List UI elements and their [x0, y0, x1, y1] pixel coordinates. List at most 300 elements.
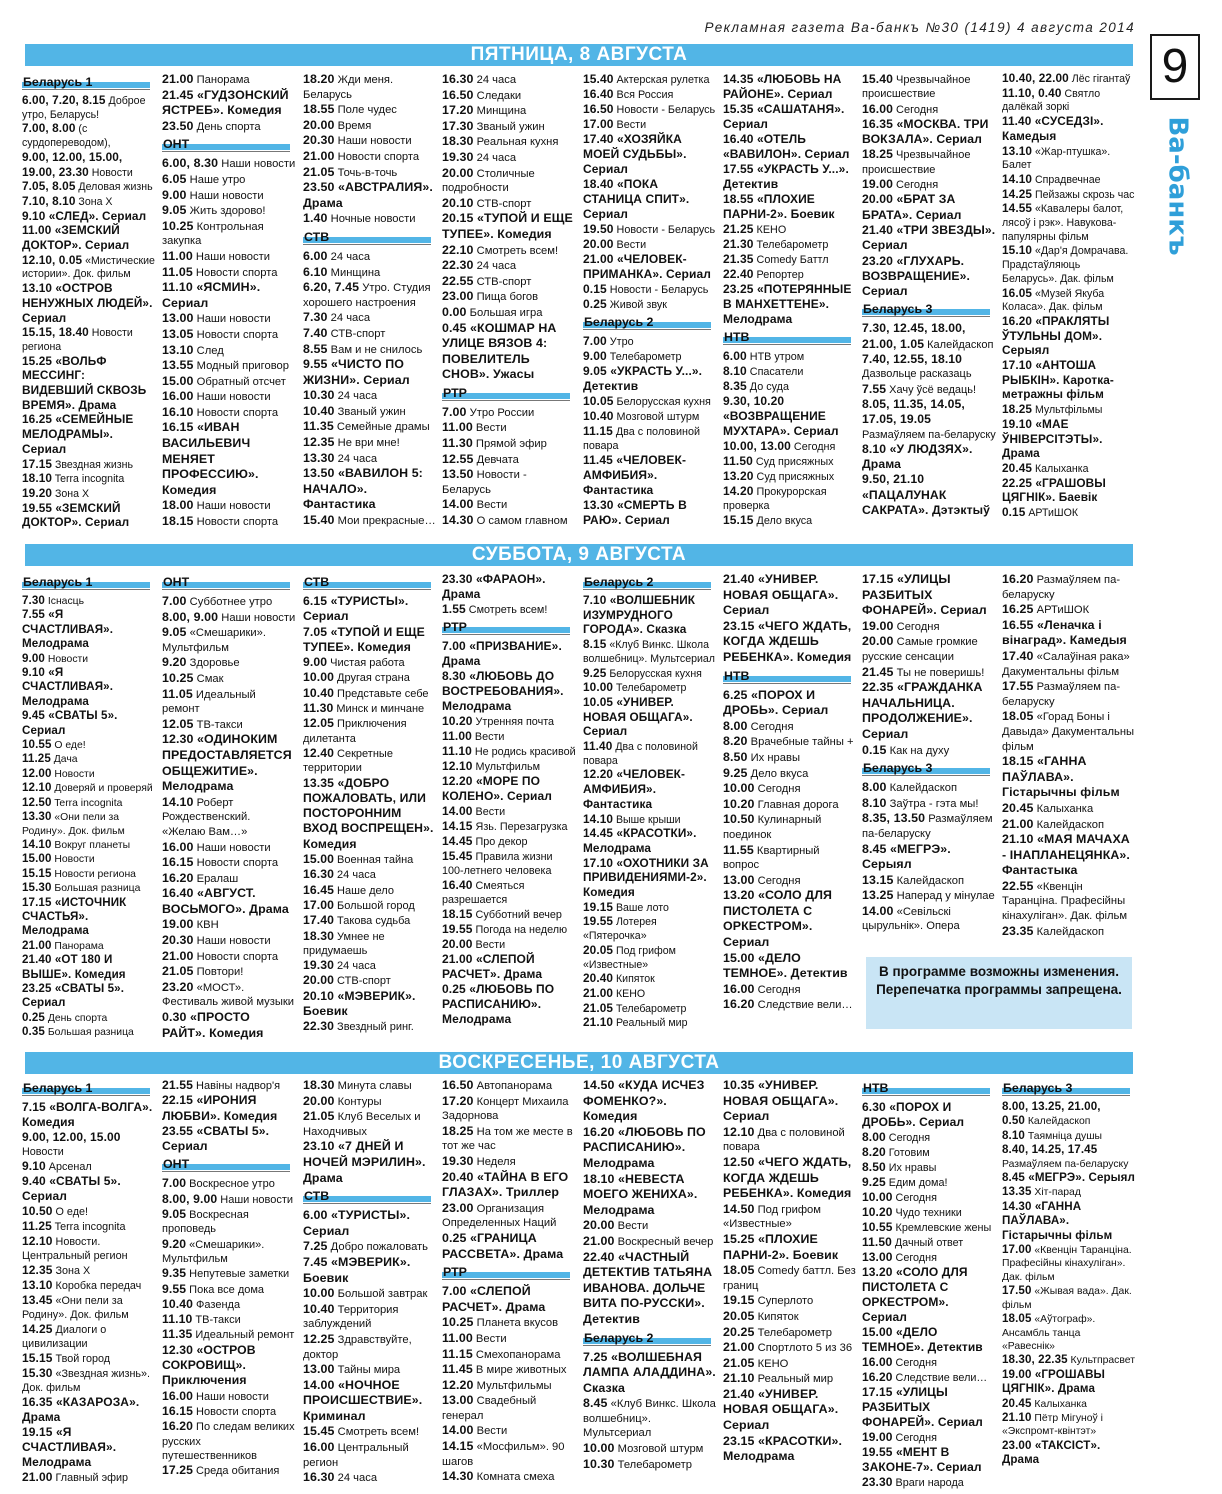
- program-time-title: 16.35 «МОСКВА. ТРИ ВОКЗАЛА». Сериал: [862, 116, 989, 147]
- program-entry: [303, 211, 437, 227]
- schedule-column: [1002, 572, 1136, 939]
- program-time-title: 15.25 «ВОЛЬФ МЕССИНГ: ВИДЕВШИЙ СКВОЗЬ ВРЕМЯ». Драма: [22, 353, 147, 412]
- program-description: Их нравы: [885, 1162, 937, 1174]
- program-time-title: 9.05: [162, 625, 187, 640]
- program-entry: [862, 1100, 996, 1130]
- program-entry: [303, 1255, 437, 1286]
- program-time-title: 9.45 «СВАТЫ 5». Сериал: [22, 709, 118, 737]
- program-time-title: 17.10 «АНТОША РЫБКІН». Каротка-метражны фільм: [1002, 358, 1114, 402]
- program-entry: [303, 451, 437, 467]
- program-entry: [862, 352, 996, 382]
- program-description: Комната смеха: [473, 1471, 555, 1484]
- program-time-title: 15.30: [22, 881, 52, 895]
- program-entry: [862, 102, 996, 117]
- program-entry: [442, 1469, 576, 1485]
- program-entry: [723, 1125, 857, 1155]
- program-entry: [22, 413, 156, 457]
- program-description: Панорама: [193, 74, 250, 86]
- program-description: Новости. Центральный регион: [22, 1236, 128, 1262]
- program-time-title: 14.10: [22, 837, 52, 851]
- program-time-title: 19.55: [583, 914, 614, 929]
- program-entry: [442, 305, 576, 321]
- program-entry: [723, 237, 857, 252]
- program-entry: [583, 349, 717, 364]
- program-time-title: 8.05, 11.35, 14.05, 17.05, 19.05: [862, 396, 965, 427]
- program-time-title: 16.00: [303, 1440, 335, 1455]
- program-description: Враги народа: [892, 1477, 964, 1489]
- program-entry: [1002, 1129, 1136, 1143]
- program-time-title: 7.00: [442, 404, 467, 419]
- channel-header: [303, 230, 437, 245]
- program-description: «Музей Якуба Коласа». Дак. фільм: [1002, 287, 1105, 314]
- program-entry: [723, 982, 857, 998]
- program-entry: [303, 913, 437, 928]
- program-time-title: 6.25 «ПОРОХ И ДРОБЬ». Сериал: [723, 687, 829, 718]
- program-entry: [303, 625, 437, 656]
- program-time-title: 9.20: [162, 655, 187, 670]
- program-entry: [162, 886, 296, 917]
- program-entry: [583, 364, 717, 394]
- program-description: Суд присяжных: [753, 471, 835, 483]
- program-entry: [162, 594, 296, 610]
- program-description: «Клуб Винкс. Школа волшебниц». Мультсериал: [583, 1398, 716, 1440]
- program-time-title: 16.50: [583, 102, 614, 116]
- program-time-title: 19.55 «ЗЕМСКИЙ ДОКТОР». Сериал: [22, 500, 130, 530]
- program-description: Вести: [473, 1425, 508, 1438]
- program-description: Доверяй и проверяй: [51, 783, 153, 795]
- program-description: Организация Определенных Наций: [442, 1202, 557, 1230]
- program-time-title: 15.45: [303, 1424, 335, 1439]
- program-time-title: 1.55: [442, 602, 466, 616]
- program-entry: [162, 420, 296, 498]
- program-description: Концерт Михаила Задорнова: [442, 1095, 569, 1123]
- program-description: Дело вкуса: [753, 515, 813, 527]
- program-entry: [442, 1362, 576, 1378]
- program-entry: [162, 156, 296, 172]
- program-time-title: 7.40: [303, 325, 328, 340]
- program-time-title: 13.20: [723, 469, 754, 483]
- program-entry: [1002, 879, 1136, 924]
- program-time-title: 0.25 «ГРАНИЦА РАССВЕТА». Драма: [442, 1230, 564, 1261]
- program-time-title: 13.30: [22, 810, 52, 824]
- program-time-title: 12.10, 0.05: [22, 252, 83, 267]
- program-entry: [162, 1207, 296, 1237]
- program-entry: [583, 813, 717, 828]
- program-time-title: 20.15 «ТУПОЙ И ЕЩЕ ТУПЕЕ». Комедия: [442, 211, 573, 241]
- program-entry: [723, 1356, 857, 1372]
- program-time-title: 14.10: [162, 794, 194, 809]
- program-time-title: 6.00: [303, 248, 328, 263]
- program-time-title: 16.50: [442, 1078, 474, 1092]
- program-description: Здравствуйте, доктор: [303, 1333, 412, 1361]
- program-time-title: 15.15: [22, 866, 52, 880]
- program-entry: [442, 907, 576, 922]
- program-description: Наши новости: [193, 391, 271, 404]
- program-description: Неделя: [473, 1155, 516, 1168]
- program-entry: [303, 1470, 437, 1486]
- program-entry: [583, 117, 717, 132]
- program-entry: [162, 374, 296, 390]
- program-description: Такова судьба: [334, 915, 411, 928]
- program-description: Сегодня: [892, 1357, 937, 1369]
- program-time-title: 8.35, 13.50: [862, 811, 926, 826]
- channel-name: НТВ: [863, 1081, 889, 1095]
- program-description: Под грифом «Известные»: [583, 944, 676, 971]
- program-time-title: 17.25: [162, 1463, 193, 1478]
- program-time-title: 11.25: [22, 1219, 52, 1233]
- program-time-title: 22.35 «ГРАЖДАНКА НАЧАЛЬНИЦА. ПРОДОЛЖЕНИЕ». Сериал: [862, 680, 983, 741]
- program-entry: [303, 1286, 437, 1302]
- program-time-title: 0.15: [1002, 505, 1026, 520]
- program-entry: [162, 1297, 296, 1312]
- program-description: 24 часа: [334, 869, 376, 882]
- program-description: Актерская рулетка: [613, 74, 710, 86]
- program-description: АРТиШОК: [1025, 507, 1079, 520]
- program-time-title: 9.10: [22, 1159, 46, 1173]
- program-entry: [583, 453, 717, 498]
- program-entry: [442, 1078, 576, 1094]
- program-time-title: 16.35 «КАЗАРОЗА». Драма: [22, 1395, 140, 1424]
- program-time-title: 21.40 «ТРИ ЗВЕЗДЫ». Сериал: [862, 222, 996, 253]
- program-entry: [862, 72, 996, 102]
- program-time-title: 13.50: [442, 467, 474, 482]
- program-entry: [1002, 1368, 1136, 1397]
- program-entry: [162, 687, 296, 717]
- program-time-title: 14.20: [723, 484, 754, 498]
- program-time-title: 8.10: [1002, 1128, 1025, 1142]
- program-entry: [442, 103, 576, 119]
- program-entry: [22, 180, 156, 195]
- program-description: Новости: [88, 166, 133, 179]
- program-time-title: 10.00: [583, 1441, 615, 1456]
- channel-name: Беларусь 1: [23, 1081, 93, 1095]
- program-time-title: 18.00: [162, 498, 194, 513]
- program-description: Большой город: [334, 899, 415, 912]
- program-description: Спрадвечнае: [1032, 173, 1101, 186]
- program-entry: [583, 1350, 717, 1397]
- program-time-title: 13.30 «СМЕРТЬ В РАЮ». Сериал: [583, 498, 687, 527]
- program-description: Смак: [193, 672, 224, 685]
- program-entry: [162, 949, 296, 965]
- program-time-title: 7.00: [162, 594, 187, 608]
- program-time-title: 16.00: [862, 1355, 893, 1369]
- program-entry: [723, 513, 857, 528]
- program-description: Под грифом «Известные»: [723, 1203, 821, 1231]
- program-entry: [1002, 462, 1136, 477]
- program-entry: [723, 1371, 857, 1387]
- program-time-title: 21.00: [583, 1233, 615, 1248]
- program-time-title: 16.00: [162, 389, 194, 404]
- program-entry: [442, 150, 576, 166]
- program-entry: [22, 810, 156, 838]
- program-time-title: 18.30: [303, 1078, 335, 1092]
- program-description: Размаўляем па-беларуску: [1002, 574, 1121, 601]
- program-description: Смотреть всем!: [465, 604, 548, 616]
- program-entry: [442, 420, 576, 436]
- program-time-title: 12.20 «ЧЕЛОВЕК-АМФИБИЯ». Фантастика: [583, 767, 685, 811]
- channel-name: НТВ: [724, 668, 750, 683]
- program-time-title: 6.00, 7.20, 8.15: [22, 93, 106, 107]
- program-entry: [862, 147, 996, 177]
- program-description: Модный приговор: [193, 360, 289, 373]
- program-entry: [1002, 1353, 1136, 1367]
- program-entry: [303, 419, 437, 435]
- program-description: Новости спорта: [193, 950, 279, 963]
- program-time-title: 20.45: [1002, 460, 1033, 475]
- program-description: Идеальный ремонт: [162, 688, 256, 716]
- program-time-title: 21.00: [162, 948, 194, 963]
- program-description: Terra incognita: [52, 473, 125, 486]
- program-description: Новости спорта: [193, 1405, 277, 1418]
- program-entry: [583, 222, 717, 237]
- program-entry: [162, 917, 296, 933]
- program-time-title: 18.10: [22, 471, 53, 486]
- program-entry: [162, 343, 296, 359]
- program-description: СТВ-спорт: [473, 275, 532, 288]
- program-entry: [723, 766, 857, 782]
- program-entry: [442, 274, 576, 290]
- program-time-title: 17.40 «ХОЗЯЙКА МОЕЙ СУДЬБЫ». Сериал: [583, 132, 687, 176]
- program-description: Утро. Студия хорошего настроения: [303, 282, 431, 309]
- program-time-title: 12.30 «ОДИНОКИМ ПРЕДОСТАВЛЯЕТСЯ ОБЩЕЖИТИЕ». Мелодрама: [162, 732, 292, 794]
- program-entry: [862, 1445, 996, 1475]
- program-entry: [1002, 506, 1136, 521]
- channel-name: ОНТ: [163, 1157, 190, 1172]
- program-entry: [22, 1470, 156, 1485]
- program-entry: [442, 405, 576, 421]
- program-time-title: 16.00: [162, 1388, 193, 1403]
- program-entry: [862, 904, 996, 934]
- program-time-title: 21.10 «МАЯ МАЧАХА - ІНАПЛАНЕЦЯНКА». Фантастыка: [1002, 832, 1130, 878]
- program-time-title: 0.15: [583, 282, 607, 296]
- program-time-title: 10.00: [583, 680, 614, 695]
- program-description: Ералаш: [193, 872, 239, 885]
- program-entry: [723, 394, 857, 439]
- program-entry: [583, 297, 717, 312]
- program-entry: [583, 901, 717, 916]
- program-description: Мои прекрасные…: [334, 515, 436, 528]
- program-time-title: 20.25: [723, 1324, 755, 1339]
- program-entry: [22, 254, 156, 282]
- program-time-title: 23.30: [862, 1475, 893, 1489]
- program-entry: [1002, 403, 1136, 418]
- program-description: Самые громкие русские сенсации: [862, 636, 978, 663]
- program-time-title: 12.20: [442, 1377, 474, 1392]
- program-entry: [442, 1393, 576, 1423]
- program-entry: [442, 878, 576, 907]
- program-time-title: 18.25: [862, 147, 893, 162]
- program-description: Субботний вечер: [472, 909, 562, 921]
- program-description: Непутевые заметки: [186, 1268, 290, 1281]
- program-time-title: 10.40, 22.00: [1002, 71, 1069, 85]
- channel-name: Беларусь 3: [863, 302, 933, 317]
- program-description: Сегодня: [892, 1252, 937, 1264]
- schedule-column: [1002, 1078, 1136, 1468]
- program-time-title: 6.05: [162, 171, 187, 186]
- program-entry: [22, 326, 156, 354]
- program-entry: [862, 321, 996, 352]
- program-entry: [303, 1302, 437, 1332]
- program-time-title: 14.30: [442, 1469, 474, 1484]
- channel-name: РТР: [443, 1265, 467, 1280]
- program-entry: [22, 594, 156, 608]
- program-entry: [862, 680, 996, 742]
- program-entry: [162, 249, 296, 265]
- program-time-title: 15.25 «ПЛОХИЕ ПАРНИ-2». Боевик: [723, 1231, 839, 1262]
- program-time-title: 9.55 «ЧИСТО ПО ЖИЗНИ». Сериал: [303, 357, 410, 387]
- program-description: Чистая работа: [327, 657, 405, 670]
- program-description: Приключения дилетанта: [303, 718, 407, 745]
- program-description: Чрезвычайное происшествие: [862, 149, 971, 176]
- program-description: Вести: [471, 731, 505, 743]
- program-description: КВН: [193, 919, 219, 932]
- page-number: 9: [1150, 34, 1200, 100]
- program-entry: [862, 1220, 996, 1235]
- program-time-title: 23.10 «7 ДНЕЙ И НОЧЕЙ МЭРИЛИН». Драма: [303, 1139, 426, 1185]
- program-entry: [303, 72, 437, 102]
- program-description: Военная тайна: [334, 854, 414, 867]
- channel-header-rule: [723, 344, 851, 345]
- program-entry: [303, 265, 437, 281]
- program-entry: [303, 1239, 437, 1255]
- program-entry: [162, 1010, 296, 1041]
- program-entry: [303, 852, 437, 867]
- program-time-title: 7.40, 12.55, 18.10: [862, 352, 963, 367]
- program-entry: [303, 1362, 437, 1378]
- program-time-title: 10.20: [442, 714, 473, 728]
- program-entry: [1002, 618, 1136, 649]
- schedule-column: [22, 572, 156, 1040]
- program-description: Время: [334, 119, 372, 132]
- program-time-title: 14.00: [442, 804, 473, 818]
- program-time-title: 8.30 «ЛЮБОВЬ ДО ВОСТРЕБОВАНИЯ». Мелодрама: [442, 669, 564, 713]
- program-entry: [583, 768, 717, 812]
- program-time-title: 17.40: [303, 913, 334, 928]
- program-time-title: 6.00 «ТУРИСТЫ». Сериал: [303, 1208, 411, 1238]
- program-entry: [442, 834, 576, 849]
- program-entry: [583, 424, 717, 453]
- program-entry: [303, 180, 437, 211]
- program-time-title: 9.25: [583, 665, 607, 680]
- program-description: 24 часа: [473, 151, 517, 164]
- program-time-title: 14.00: [862, 903, 894, 918]
- program-time-title: 17.55 «УКРАСТЬ У...». Детектив: [723, 162, 849, 191]
- program-description: Вести: [472, 939, 506, 951]
- program-description: «Смешарики». Мультфильм: [162, 1238, 265, 1265]
- program-entry: [162, 389, 296, 405]
- program-entry: [723, 282, 857, 327]
- program-entry: [303, 1424, 437, 1440]
- program-entry: [442, 937, 576, 952]
- program-entry: [303, 388, 437, 404]
- program-description: Наше утро: [186, 173, 246, 186]
- program-time-title: 20.10 «МЭВЕРИК». Боевик: [303, 988, 416, 1019]
- program-description: Про декор: [472, 836, 528, 848]
- program-time-title: 13.05: [162, 326, 194, 341]
- program-entry: [162, 172, 296, 188]
- program-time-title: 16.20 «ЛЮБОВЬ ПО РАСПИСАНИЮ». Мелодрама: [583, 1124, 706, 1170]
- program-time-title: 11.50: [862, 1235, 892, 1249]
- program-entry: [22, 796, 156, 810]
- program-description: Главная дорога: [754, 798, 839, 811]
- program-description: СТВ-спорт: [473, 197, 532, 210]
- channel-header-rule: [1002, 1095, 1130, 1096]
- program-description: Выше крыши: [613, 813, 681, 826]
- program-description: Сегодня: [747, 720, 794, 733]
- program-description: Спортлото 5 из 36: [754, 1342, 853, 1355]
- program-description: Панорама: [51, 940, 104, 952]
- channel-header: [442, 386, 576, 401]
- program-time-title: 12.05: [162, 716, 194, 731]
- program-time-title: 15.10: [1002, 243, 1033, 258]
- program-time-title: 12.50: [22, 795, 52, 809]
- program-time-title: 13.45: [22, 1293, 53, 1307]
- program-description: Кипяток: [613, 973, 655, 986]
- program-description: Культпрасвет: [1067, 1355, 1135, 1367]
- program-description: Дачный ответ: [891, 1237, 964, 1249]
- program-entry: [723, 72, 857, 102]
- channel-header-rule: [162, 1171, 290, 1172]
- program-time-title: 14.45 «КРАСОТКИ». Мелодрама: [583, 826, 697, 855]
- program-entry: [162, 1389, 296, 1404]
- program-entry: [1002, 477, 1136, 506]
- program-description: Новости спорта: [193, 328, 279, 341]
- program-time-title: 11.45 «ЧЕЛОВЕК-АМФИБИЯ». Фантастика: [583, 453, 687, 497]
- program-time-title: 13.00: [442, 1393, 474, 1408]
- program-description: «МОСТ». Фестиваль живой музыки: [162, 981, 295, 1009]
- program-entry: [1002, 1114, 1136, 1128]
- program-entry: [1002, 1171, 1136, 1185]
- program-entry: [723, 888, 857, 950]
- program-entry: [162, 964, 296, 980]
- program-description: Кремлевские жены: [892, 1222, 992, 1234]
- program-description: Спасатели: [746, 366, 804, 378]
- program-time-title: 13.00: [862, 1250, 893, 1264]
- program-entry: [723, 619, 857, 666]
- program-time-title: 11.50: [723, 454, 753, 468]
- program-entry: [583, 498, 717, 528]
- schedule-column: [723, 572, 857, 1013]
- program-entry: [442, 952, 576, 982]
- program-time-title: 7.30: [22, 594, 45, 607]
- program-description: КЕНО: [754, 1357, 789, 1370]
- program-time-title: 16.25 «СЕМЕЙНЫЕ МЕЛОДРАМЫ». Сериал: [22, 412, 134, 456]
- program-description: Размаўляем па-беларуску: [1002, 681, 1121, 708]
- program-time-title: 10.05: [583, 394, 614, 408]
- program-time-title: 21.10: [723, 1371, 755, 1386]
- program-description: Большая разница: [44, 1027, 134, 1039]
- program-description: «Они пели за Родину». Док. фильм: [22, 1295, 129, 1321]
- program-time-title: 18.25: [1002, 402, 1033, 417]
- program-time-title: 14.35 «ЛЮБОВЬ НА РАЙОНЕ». Сериал: [723, 72, 842, 101]
- program-entry: [303, 249, 437, 265]
- program-entry: [723, 719, 857, 735]
- program-entry: [583, 1457, 717, 1473]
- program-time-title: 7.00: [583, 334, 607, 348]
- program-entry: [862, 397, 996, 442]
- program-description: Калыханка: [1031, 1398, 1087, 1410]
- program-entry: [442, 849, 576, 878]
- program-description: КЕНО: [613, 987, 646, 1000]
- program-entry: [22, 781, 156, 795]
- program-time-title: 15.15, 18.40: [22, 325, 89, 340]
- program-entry: [303, 357, 437, 388]
- program-time-title: 10.20: [723, 796, 755, 811]
- program-entry: [862, 442, 996, 473]
- program-description: Большая разница: [51, 883, 141, 895]
- program-entry: [303, 1332, 437, 1362]
- program-time-title: 7.05, 8.05: [22, 179, 76, 194]
